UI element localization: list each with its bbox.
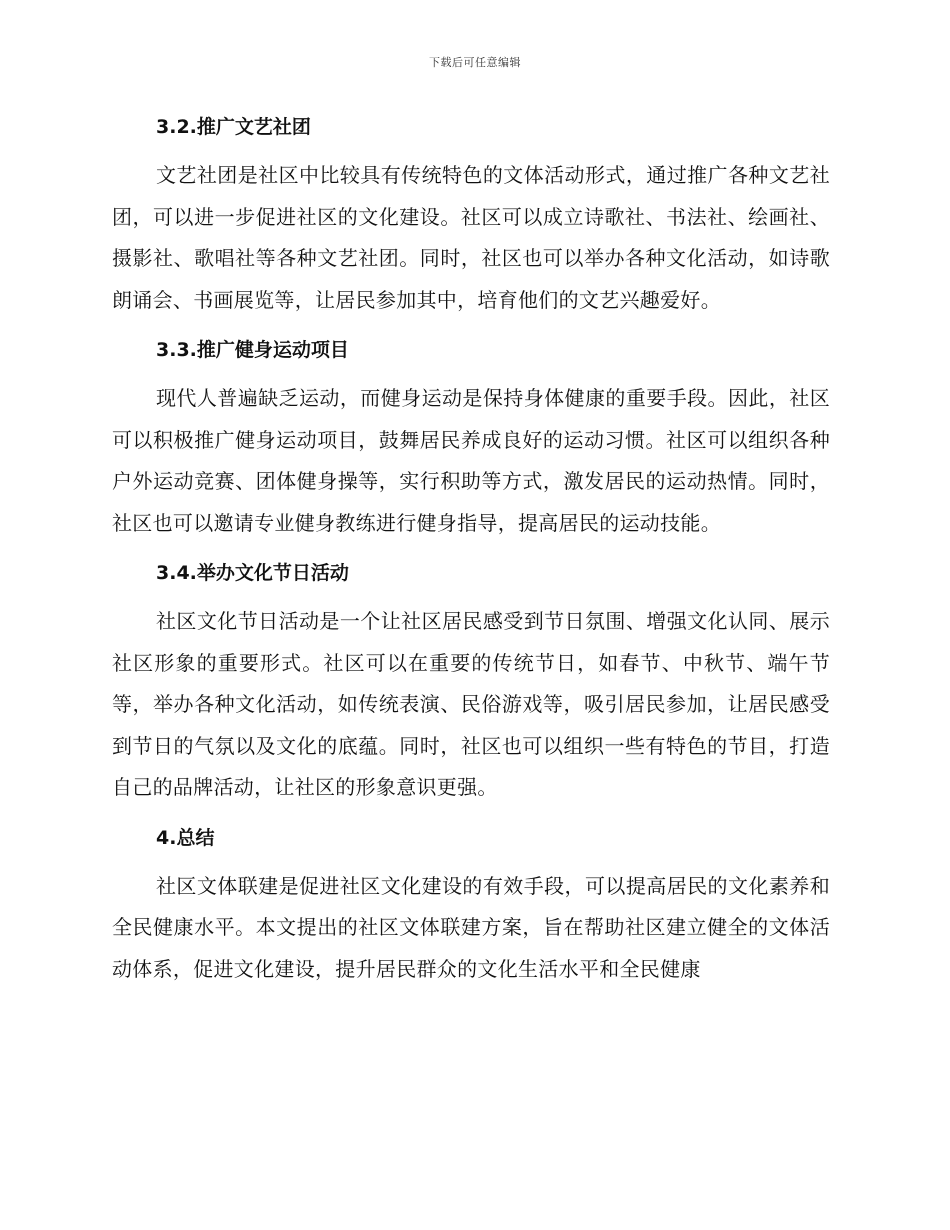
section-paragraph-3-3: 现代人普遍缺乏运动，而健身运动是保持身体健康的重要手段。因此，社区可以积极推广健身运动项目，鼓舞居民养成良好的运动习惯。社区可以组织各种户外运动竞赛、团体健身操等，实行积助等方式，激发居民的运动热情。同时，社区也可以邀请专业健身教练进行健身指导，提高居民的运动技能。 <box>112 386 830 535</box>
section-paragraph-3-2: 文艺社团是社区中比较具有传统特色的文体活动形式，通过推广各种文艺社团，可以进一步促进社区的文化建设。社区可以成立诗歌社、书法社、绘画社、摄影社、歌唱社等各种文艺社团。同时，社区也可以举办各种文化活动，如诗歌朗诵会、书画展览等，让居民参加其中，培育他们的文艺兴趣爱好。 <box>112 163 830 312</box>
page-header: 下载后可任意编辑 <box>429 56 521 69</box>
section-paragraph-4: 社区文体联建是促进社区文化建设的有效手段，可以提高居民的文化素养和全民健康水平。本文提出的社区文体联建方案，旨在帮助社区建立健全的文体活动体系，促进文化建设，提升居民群众的文化生活水平和全民健康 <box>112 873 830 981</box>
section-heading-4: 4.总结 <box>156 826 215 849</box>
document-body <box>112 112 830 1004</box>
section-heading-3-4: 3.4.举办文化节日活动 <box>156 562 349 584</box>
section-paragraph-3-4: 社区文化节日活动是一个让社区居民感受到节日氛围、增强文化认同、展示社区形象的重要形式。社区可以在重要的传统节日，如春节、中秋节、端午节等，举办各种文化活动，如传统表演、民俗游戏等，吸引居民参加，让居民感受到节日的气氛以及文化的底蕴。同时，社区也可以组织一些有特色的节目，打造自己的品牌活动，让社区的形象意识更强。 <box>112 609 830 799</box>
section-heading-3-3: 3.3.推广健身运动项目 <box>156 339 349 361</box>
section-heading-3-2: 3.2.推广文艺社团 <box>156 116 311 138</box>
